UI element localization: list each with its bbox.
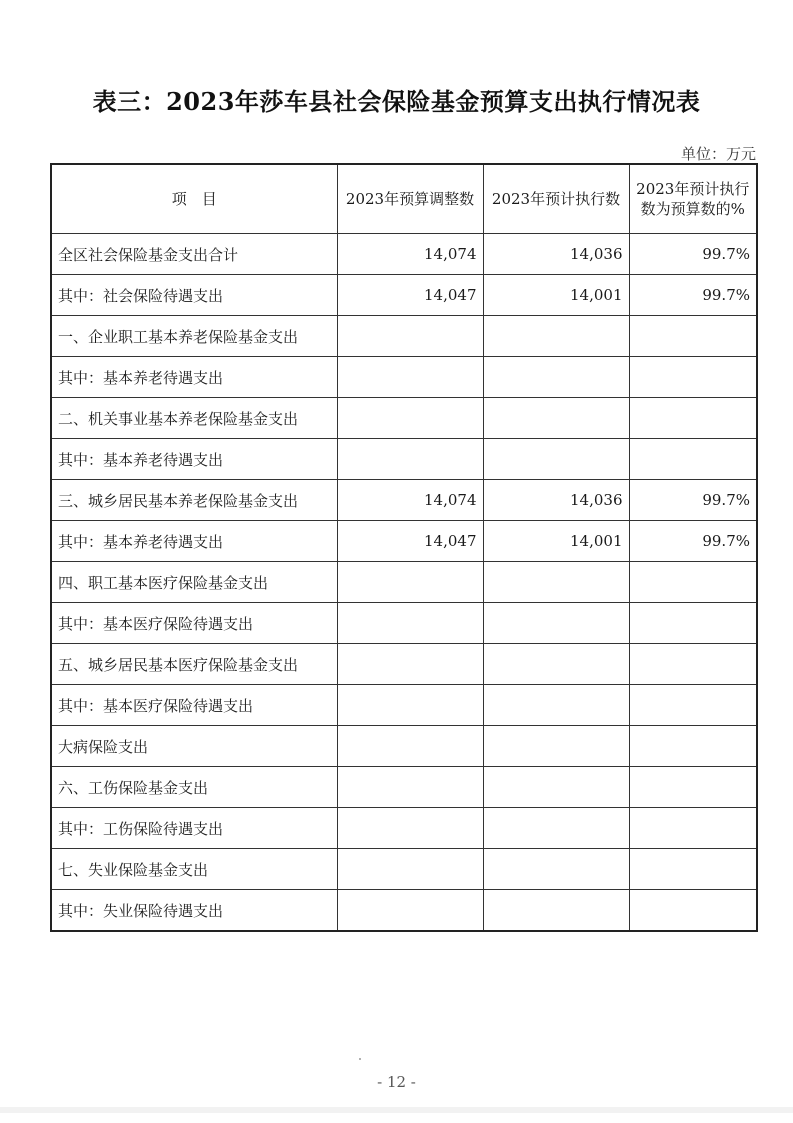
table-row bbox=[51, 808, 757, 849]
cell-executed bbox=[483, 562, 629, 603]
cell-item: 七、失业保险基金支出 bbox=[51, 849, 337, 890]
cell-item: 其中：社会保险待遇支出 bbox=[51, 275, 337, 316]
table-row bbox=[51, 275, 757, 316]
unit-label: 单位：万元 bbox=[680, 145, 756, 163]
table-row bbox=[51, 521, 757, 562]
cell-percent bbox=[629, 726, 757, 767]
cell-item: 二、机关事业基本养老保险基金支出 bbox=[51, 398, 337, 439]
cell-item: 其中：基本养老待遇支出 bbox=[51, 439, 337, 480]
cell-budget: 14,047 bbox=[337, 275, 483, 316]
cell-executed bbox=[483, 439, 629, 480]
cell-budget bbox=[337, 398, 483, 439]
cell-percent bbox=[629, 849, 757, 890]
cell-percent bbox=[629, 644, 757, 685]
table-row bbox=[51, 890, 757, 932]
cell-executed bbox=[483, 316, 629, 357]
cell-percent: 99.7% bbox=[629, 521, 757, 562]
header-percent: 2023年预计执行数为预算数的% bbox=[629, 164, 757, 234]
table-row bbox=[51, 849, 757, 890]
cell-executed bbox=[483, 849, 629, 890]
cell-executed: 14,001 bbox=[483, 521, 629, 562]
cell-percent bbox=[629, 890, 757, 932]
cell-percent bbox=[629, 398, 757, 439]
cell-item: 其中：基本医疗保险待遇支出 bbox=[51, 603, 337, 644]
cell-item: 其中：基本养老待遇支出 bbox=[51, 357, 337, 398]
page-title: 表三：2023年莎车县社会保险基金预算支出执行情况表 bbox=[92, 87, 701, 116]
cell-executed bbox=[483, 767, 629, 808]
table-row bbox=[51, 234, 757, 275]
page-number: - 12 - bbox=[377, 1073, 416, 1091]
table-row bbox=[51, 644, 757, 685]
cell-percent bbox=[629, 357, 757, 398]
header-executed: 2023年预计执行数 bbox=[483, 164, 629, 234]
cell-executed bbox=[483, 726, 629, 767]
cell-executed bbox=[483, 644, 629, 685]
cell-budget bbox=[337, 890, 483, 932]
cell-percent bbox=[629, 685, 757, 726]
table-row bbox=[51, 316, 757, 357]
cell-executed: 14,036 bbox=[483, 480, 629, 521]
cell-budget bbox=[337, 439, 483, 480]
scan-dot bbox=[359, 1058, 361, 1060]
cell-budget: 14,074 bbox=[337, 480, 483, 521]
cell-executed bbox=[483, 357, 629, 398]
cell-item: 其中：基本医疗保险待遇支出 bbox=[51, 685, 337, 726]
table-row bbox=[51, 439, 757, 480]
cell-percent bbox=[629, 316, 757, 357]
cell-item: 其中：基本养老待遇支出 bbox=[51, 521, 337, 562]
cell-budget: 14,047 bbox=[337, 521, 483, 562]
cell-percent bbox=[629, 562, 757, 603]
cell-budget bbox=[337, 849, 483, 890]
cell-budget bbox=[337, 644, 483, 685]
table-row bbox=[51, 357, 757, 398]
table-row bbox=[51, 603, 757, 644]
table-row bbox=[51, 685, 757, 726]
table-row bbox=[51, 767, 757, 808]
cell-executed: 14,001 bbox=[483, 275, 629, 316]
table-row bbox=[51, 398, 757, 439]
cell-executed bbox=[483, 398, 629, 439]
cell-percent: 99.7% bbox=[629, 275, 757, 316]
cell-percent bbox=[629, 767, 757, 808]
cell-item: 大病保险支出 bbox=[51, 726, 337, 767]
cell-item: 其中：失业保险待遇支出 bbox=[51, 890, 337, 932]
cell-budget bbox=[337, 562, 483, 603]
header-budget: 2023年预算调整数 bbox=[337, 164, 483, 234]
cell-percent bbox=[629, 808, 757, 849]
cell-budget bbox=[337, 685, 483, 726]
cell-budget bbox=[337, 767, 483, 808]
cell-budget bbox=[337, 357, 483, 398]
cell-executed bbox=[483, 808, 629, 849]
cell-item: 一、企业职工基本养老保险基金支出 bbox=[51, 316, 337, 357]
header-item: 项 目 bbox=[51, 164, 337, 234]
cell-item: 三、城乡居民基本养老保险基金支出 bbox=[51, 480, 337, 521]
cell-executed bbox=[483, 890, 629, 932]
cell-budget bbox=[337, 603, 483, 644]
cell-budget bbox=[337, 726, 483, 767]
cell-budget bbox=[337, 316, 483, 357]
cell-executed: 14,036 bbox=[483, 234, 629, 275]
cell-item: 其中：工伤保险待遇支出 bbox=[51, 808, 337, 849]
cell-item: 全区社会保险基金支出合计 bbox=[51, 234, 337, 275]
budget-expenditure-table bbox=[50, 163, 758, 932]
cell-budget bbox=[337, 808, 483, 849]
table-row bbox=[51, 480, 757, 521]
cell-percent: 99.7% bbox=[629, 234, 757, 275]
cell-executed bbox=[483, 603, 629, 644]
cell-executed bbox=[483, 685, 629, 726]
cell-item: 四、职工基本医疗保险基金支出 bbox=[51, 562, 337, 603]
cell-item: 六、工伤保险基金支出 bbox=[51, 767, 337, 808]
cell-percent bbox=[629, 439, 757, 480]
table-row bbox=[51, 726, 757, 767]
table-body bbox=[51, 234, 757, 932]
cell-percent bbox=[629, 603, 757, 644]
table-header-row bbox=[51, 164, 757, 234]
cell-item: 五、城乡居民基本医疗保险基金支出 bbox=[51, 644, 337, 685]
cell-percent: 99.7% bbox=[629, 480, 757, 521]
page-bottom-edge bbox=[0, 1107, 793, 1113]
table-row bbox=[51, 562, 757, 603]
cell-budget: 14,074 bbox=[337, 234, 483, 275]
